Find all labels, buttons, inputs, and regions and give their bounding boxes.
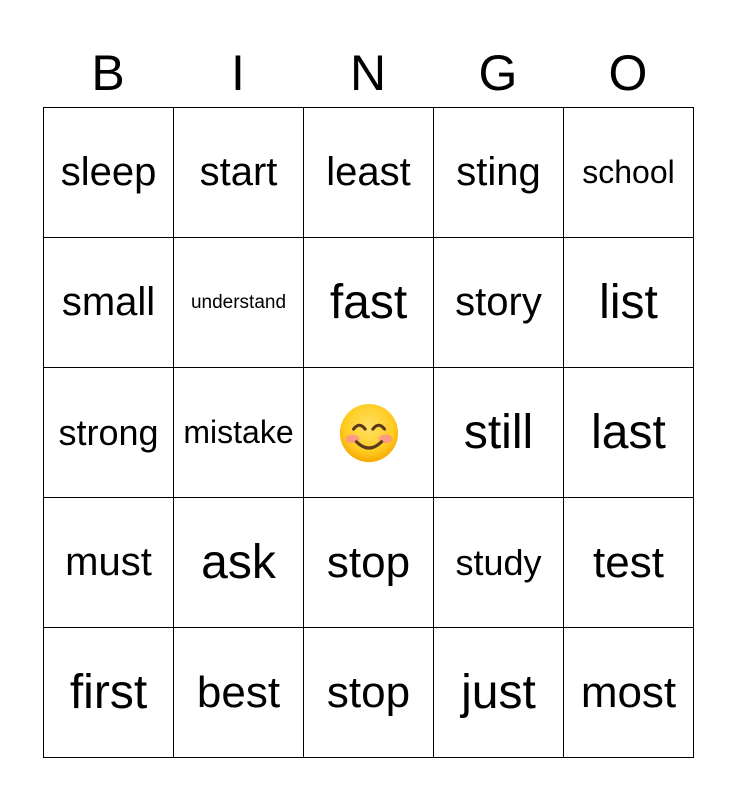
bingo-cell[interactable]: story [434,238,564,368]
free-space-cell[interactable] [304,368,434,498]
bingo-board [43,107,694,758]
bingo-cell[interactable]: last [564,368,694,498]
bingo-cell[interactable]: small [44,238,174,368]
bingo-cell[interactable]: sting [434,108,564,238]
bingo-cell[interactable]: list [564,238,694,368]
bingo-cell[interactable]: most [564,628,694,758]
bingo-cell[interactable]: study [434,498,564,628]
bingo-cell[interactable]: stop [304,498,434,628]
bingo-cell[interactable]: mistake [174,368,304,498]
bingo-cell[interactable]: still [434,368,564,498]
bingo-cell[interactable]: strong [44,368,174,498]
bingo-header [43,40,693,106]
bingo-cell[interactable]: stop [304,628,434,758]
header-letter-o: O [608,45,648,101]
bingo-cell[interactable]: school [564,108,694,238]
bingo-cell[interactable]: start [174,108,304,238]
bingo-cell[interactable]: just [434,628,564,758]
bingo-cell[interactable]: best [174,628,304,758]
bingo-cell[interactable]: first [44,628,174,758]
bingo-cell[interactable]: fast [304,238,434,368]
header-letter-i: I [231,45,245,101]
bingo-cell[interactable]: test [564,498,694,628]
header-letter-b: B [91,45,125,101]
bingo-cell[interactable]: must [44,498,174,628]
bingo-cell[interactable]: ask [174,498,304,628]
bingo-cell[interactable]: sleep [44,108,174,238]
bingo-cell[interactable]: understand [174,238,304,368]
smiling-face-icon [338,402,400,464]
bingo-cell[interactable]: least [304,108,434,238]
header-letter-n: N [349,45,387,101]
header-letter-g: G [478,45,518,101]
